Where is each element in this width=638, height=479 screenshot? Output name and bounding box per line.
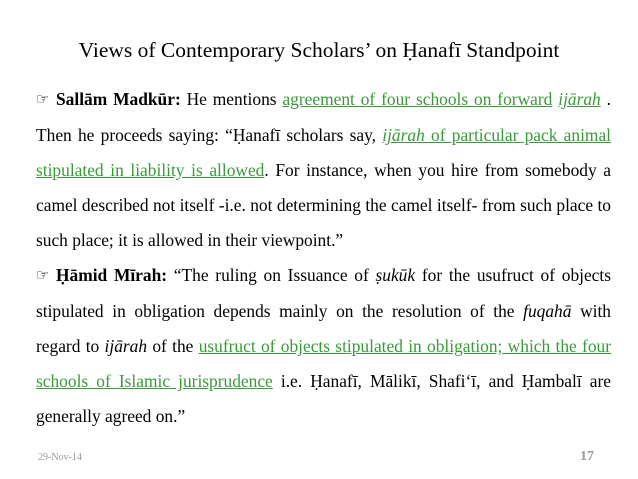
italic-term: fuqahā <box>523 301 572 321</box>
pointing-hand-icon: ☞ <box>36 268 50 284</box>
scholar-name: Sallām Madkūr: <box>56 89 181 109</box>
hyperlink[interactable]: agreement of four schools on forward <box>282 89 553 109</box>
text-segment: . For instance, when you hire from somebody a camel described not itself -i.e. not determining the camel itself- from such place to such place; it is allowed in their viewpoint.” <box>36 160 611 250</box>
text-segment: i.e. Ḥanafī, Mālikī, Shafi‘ī, and Ḥambalī are generally agreed on.” <box>36 371 611 426</box>
italic-term: ṣukūk <box>375 265 416 285</box>
text-segment: with regard to <box>36 301 611 356</box>
footer-date: 29-Nov-14 <box>38 452 82 463</box>
text-segment: for the usufruct of objects stipulated in obligation depends mainly on the resolution of the <box>36 265 612 321</box>
bullet-paragraph-mirah <box>36 258 611 434</box>
slide-title: Views of Contemporary Scholars’ on Ḥanafī Standpoint <box>78 38 560 62</box>
hyperlink[interactable]: of particular pack animal stipulated in liability is allowed <box>36 125 612 180</box>
slide-body <box>36 82 611 434</box>
text-segment: . Then he proceeds saying: “Ḥanafī scholars say, <box>36 89 611 145</box>
hyperlink[interactable]: usufruct of objects stipulated in obligation; which the four schools of Islamic jurisprudence <box>36 336 611 391</box>
pointing-hand-icon: ☞ <box>36 92 50 108</box>
bullet-paragraph-madkur <box>36 82 611 258</box>
text-segment: He mentions <box>180 89 283 109</box>
hyperlink[interactable]: ijārah <box>382 125 425 145</box>
hyperlink[interactable]: ijārah <box>558 89 601 109</box>
italic-term: ijārah <box>104 336 148 356</box>
text-segment: “The ruling on Issuance of <box>167 265 376 285</box>
page-number: 17 <box>580 449 594 464</box>
text-segment: of the <box>147 336 199 356</box>
scholar-name: Ḥāmid Mīrah: <box>56 265 168 285</box>
